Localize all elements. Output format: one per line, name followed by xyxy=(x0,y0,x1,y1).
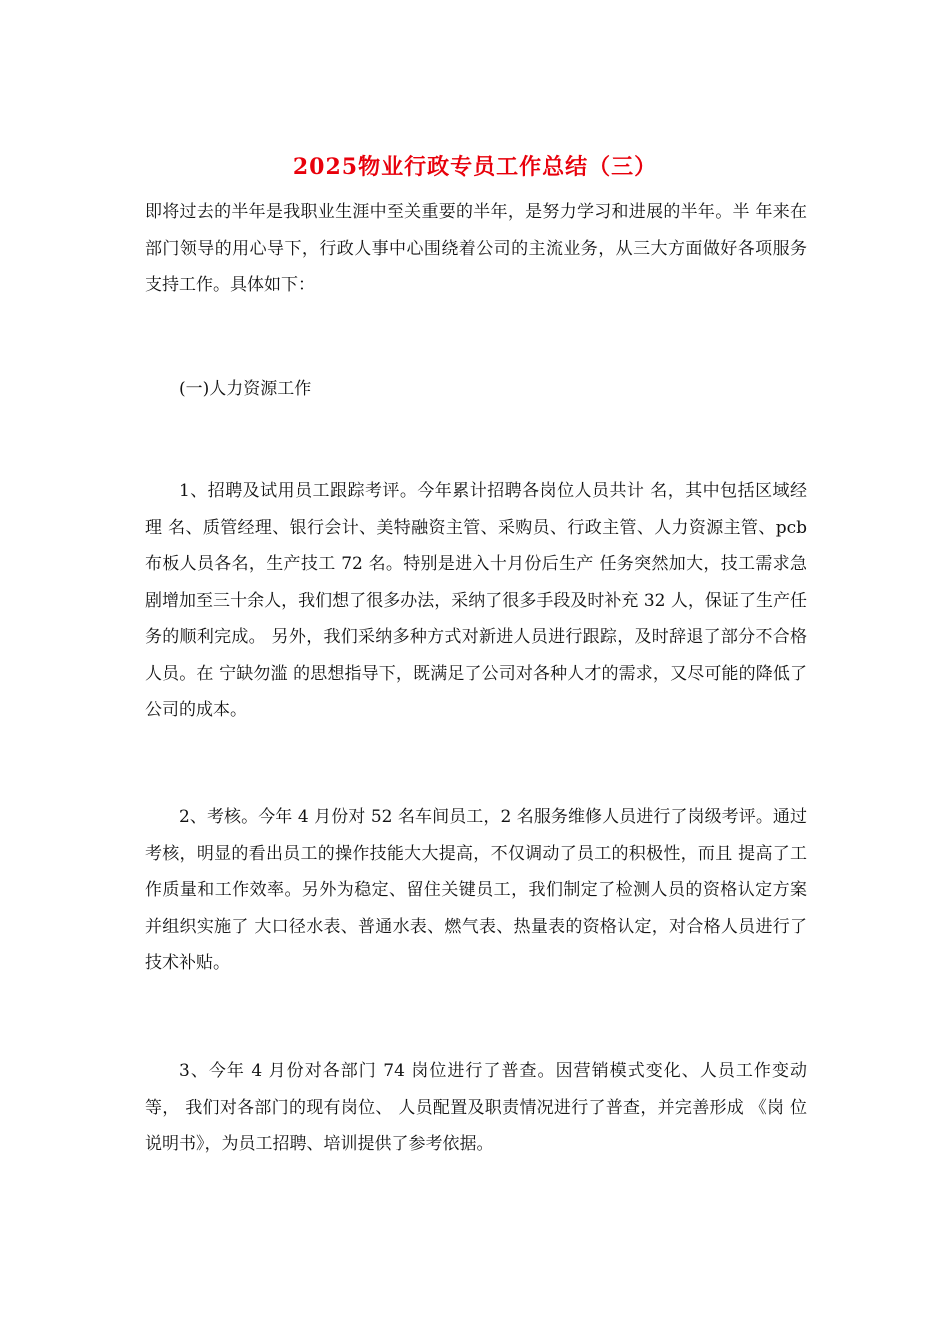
list-item-recruitment: 1、招聘及试用员工跟踪考评。今年累计招聘各岗位人员共计 名，其中包括区域经理 名、质管经理、银行会计、美特融资主管、采购员、行政主管、人力资源主管、pcb 布板人员各名，生产技工 72 名。特别是进入十月份后生产 任务突然加大，技工需求急剧增加至三十余人，我们想了很多办法，采纳了很多手段及时补充 32 人，保证了生产任务的顺利完成。 另外，我们采纳多种方式对新进人员进行跟踪，及时辞退了部分不合格人员。在 宁缺勿滥 的思想指导下，既满足了公司对各种人才的需求，又尽可能的降低了 公司的成本。 xyxy=(145,481,807,720)
section-heading-human-resources: (一)人力资源工作 xyxy=(179,379,312,399)
list-item-position-survey: 3、今年 4 月份对各部门 74 岗位进行了普查。因营销模式变化、人员工作变动 等， 我们对各部门的现有岗位、 人员配置及职责情况进行了普查，并完善形成 《岗 位说明书》，为员工招聘、培训提供了参考依据。 xyxy=(145,1061,807,1154)
list-item-assessment: 2、考核。今年 4 月份对 52 名车间员工，2 名服务维修人员进行了岗级考评。通过考核，明显的看出员工的操作技能大大提高，不仅调动了员工的积极性，而且 提高了工作质量和工作效率。另外为稳定、留住关键员工，我们制定了检测人员的资格认定方案并组织实施了 大口径水表、普通水表、燃气表、热量表的资格认定，对合格人员进行了技术补贴。 xyxy=(145,807,807,973)
document-title: 2025物业行政专员工作总结（三） xyxy=(292,154,658,180)
intro-paragraph: 即将过去的半年是我职业生涯中至关重要的半年，是努力学习和进展的半年。半 年来在部门领导的用心导下，行政人事中心围绕着公司的主流业务，从三大方面做好各项服务支持工作。具体如下： xyxy=(145,202,807,295)
